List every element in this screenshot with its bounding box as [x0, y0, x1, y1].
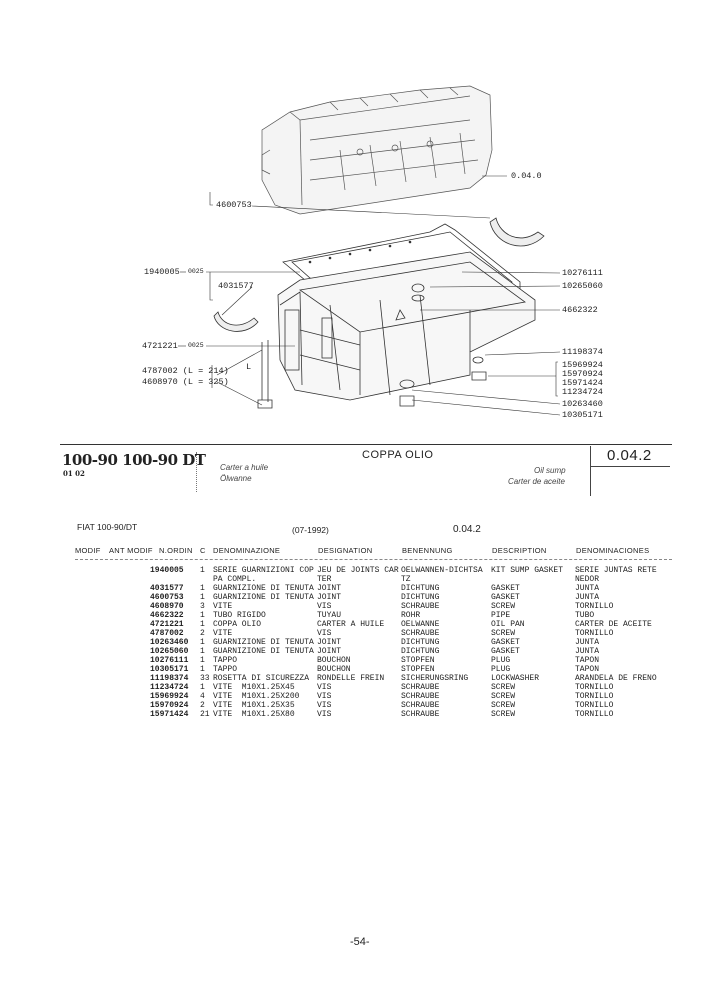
part-name-de: DICHTUNG: [401, 647, 440, 656]
part-number: 11198374: [150, 674, 189, 683]
part-name-en: GASKET: [491, 584, 520, 593]
part-qty: 1: [200, 611, 205, 620]
part-number: 10263460: [150, 638, 189, 647]
part-qty: 1: [200, 566, 205, 575]
part-name-it: VITE M10X1.25X45: [213, 683, 295, 692]
callout-0025-b: 0025: [188, 342, 204, 349]
callout-15971424: 15971424: [562, 378, 603, 388]
part-number: 10265060: [150, 647, 189, 656]
part-number: 4721221: [150, 620, 184, 629]
callout-4031577: 4031577: [218, 281, 254, 291]
group-number: 0.04.2: [453, 524, 481, 535]
part-name-it: GUARNIZIONE DI TENUTA: [213, 647, 314, 656]
callout-15970924: 15970924: [562, 369, 603, 379]
part-name-de: SCHRAUBE: [401, 683, 440, 692]
part-name-en: GASKET: [491, 647, 520, 656]
part-name-en: PLUG: [491, 656, 511, 665]
callout-4787002: 4787002 (L = 214): [142, 366, 229, 376]
part-name-es: TAPON: [575, 656, 600, 665]
part-qty: 2: [200, 701, 205, 710]
part-name-es: JUNTA: [575, 638, 600, 647]
col-c: C: [200, 546, 206, 555]
callout-0025-a: 0025: [188, 268, 204, 275]
part-name-it: COPPA OLIO: [213, 620, 262, 629]
part-name-fr: JOINT: [317, 638, 342, 647]
part-name-es: JUNTA: [575, 647, 600, 656]
part-name-it: VITE M10X1.25X35: [213, 701, 295, 710]
part-name-es: TORNILLO: [575, 710, 614, 719]
part-name-de: STOPFEN: [401, 665, 435, 674]
part-name-es: TORNILLO: [575, 602, 614, 611]
part-number: 4787002: [150, 629, 184, 638]
group-code: 0.04.2: [607, 447, 652, 464]
part-name-es: TORNILLO: [575, 629, 614, 638]
part-name-it: VITE M10X1.25X200: [213, 692, 300, 701]
part-name-es: JUNTA: [575, 593, 600, 602]
part-number: 4600753: [150, 593, 184, 602]
part-number: 15970924: [150, 701, 189, 710]
part-name-en: GASKET: [491, 593, 520, 602]
part-name-fr: VIS: [317, 701, 332, 710]
part-name-de: DICHTUNG: [401, 584, 440, 593]
part-qty: 33: [200, 674, 210, 683]
callout-11234724: 11234724: [562, 387, 603, 397]
part-number: 15969924: [150, 692, 189, 701]
title-spanish: Carter de aceite: [508, 477, 565, 486]
part-name-de: SCHRAUBE: [401, 701, 440, 710]
callout-length-label: L: [246, 362, 252, 372]
part-name-es: JUNTA: [575, 584, 600, 593]
engine-block-drawing: [262, 86, 492, 214]
part-number: 4031577: [150, 584, 184, 593]
col-description: DESCRIPTION: [492, 546, 547, 555]
long-screws-drawing: [258, 340, 272, 408]
part-name-de: SCHRAUBE: [401, 692, 440, 701]
part-qty: 1: [200, 683, 205, 692]
col-modif: MODIF: [75, 546, 101, 555]
part-number: 1940005: [150, 566, 184, 575]
part-name-it: VITE: [213, 629, 233, 638]
part-qty: 1: [200, 584, 205, 593]
part-name-it: GUARNIZIONE DI TENUTA: [213, 593, 314, 602]
front-seal-drawing: [214, 312, 258, 331]
part-qty: 1: [200, 647, 205, 656]
part-qty: 2: [200, 629, 205, 638]
title-german: Ölwanne: [220, 474, 252, 483]
part-name-fr: RONDELLE FREIN: [317, 674, 385, 683]
part-name-it: TUBO RIGIDO: [213, 611, 266, 620]
part-name-de: SCHRAUBE: [401, 710, 440, 719]
part-name-en: SCREW: [491, 701, 516, 710]
part-name-fr: JOINT: [317, 584, 342, 593]
part-name-fr: BOUCHON: [317, 665, 351, 674]
callout-1940005: 1940005: [144, 267, 180, 277]
part-name-en: GASKET: [491, 638, 520, 647]
catalog-date: (07-1992): [292, 525, 329, 535]
part-name-en: SCREW: [491, 710, 516, 719]
col-benennung: BENENNUNG: [402, 546, 453, 555]
callout-4662322: 4662322: [562, 305, 598, 315]
vehicle-label: FIAT 100-90/DT: [77, 522, 138, 532]
part-qty: 1: [200, 620, 205, 629]
part-name-de: OELWANNE: [401, 620, 440, 629]
part-name-en: SCREW: [491, 602, 516, 611]
callout-10305171: 10305171: [562, 410, 603, 420]
callout-10276111: 10276111: [562, 268, 603, 278]
part-name-de: SICHERUNGSRING: [401, 674, 469, 683]
part-number: 15971424: [150, 710, 189, 719]
title-french: Carter a huile: [220, 463, 269, 472]
part-name-fr: TUYAU: [317, 611, 342, 620]
part-name-en: OIL PAN: [491, 620, 525, 629]
part-name-es: TORNILLO: [575, 701, 614, 710]
part-qty: 4: [200, 692, 205, 701]
part-name-it: TAPPO: [213, 656, 238, 665]
header-top-rule: [60, 444, 672, 445]
part-name-de: STOPFEN: [401, 656, 435, 665]
model-name: 100-90 100-90 DT: [62, 451, 206, 469]
part-name-it: GUARNIZIONE DI TENUTA: [213, 638, 314, 647]
part-qty: 1: [200, 593, 205, 602]
part-qty: 21: [200, 710, 210, 719]
part-number: 4662322: [150, 611, 184, 620]
oil-pan-drawing: [278, 252, 535, 400]
part-name-es: TAPON: [575, 665, 600, 674]
part-name-en: PLUG: [491, 665, 511, 674]
callout-0040: 0.04.0: [511, 171, 542, 181]
part-name-en: KIT SUMP GASKET: [491, 566, 564, 575]
col-designation: DESIGNATION: [318, 546, 373, 555]
part-name-es: TORNILLO: [575, 692, 614, 701]
callout-11198374: 11198374: [562, 347, 603, 357]
part-qty: 1: [200, 656, 205, 665]
part-qty: 1: [200, 638, 205, 647]
part-name-fr: VIS: [317, 629, 332, 638]
part-name-it: VITE: [213, 602, 233, 611]
callout-10265060: 10265060: [562, 281, 603, 291]
callout-4608970: 4608970 (L = 325): [142, 377, 229, 387]
part-name-fr: VIS: [317, 683, 332, 692]
col-denominaciones: DENOMINACIONES: [576, 546, 650, 555]
part-name-it: SERIE GUARNIZIONI COP PA COMPL.: [213, 566, 314, 584]
part-number: 4608970: [150, 602, 184, 611]
model-variants: 01 02: [63, 469, 85, 478]
part-name-it: GUARNIZIONE DI TENUTA: [213, 584, 314, 593]
part-name-fr: CARTER A HUILE: [317, 620, 385, 629]
part-name-fr: JEU DE JOINTS CAR TER: [317, 566, 399, 584]
page-number: -54-: [350, 936, 370, 948]
part-qty: 3: [200, 602, 205, 611]
part-number: 10276111: [150, 656, 189, 665]
part-name-en: SCREW: [491, 683, 516, 692]
part-name-en: PIPE: [491, 611, 511, 620]
column-header-rule: [75, 559, 672, 560]
part-name-it: TAPPO: [213, 665, 238, 674]
part-name-fr: JOINT: [317, 593, 342, 602]
part-name-es: SERIE JUNTAS RETE NEDOR: [575, 566, 657, 584]
callout-10263460: 10263460: [562, 399, 603, 409]
part-name-en: SCREW: [491, 629, 516, 638]
rear-seal-drawing: [490, 218, 544, 246]
part-name-fr: VIS: [317, 710, 332, 719]
part-name-de: SCHRAUBE: [401, 629, 440, 638]
part-name-es: TORNILLO: [575, 683, 614, 692]
part-name-de: DICHTUNG: [401, 638, 440, 647]
col-n-ordin: N.ORDIN: [159, 546, 193, 555]
part-qty: 1: [200, 665, 205, 674]
part-name-es: CARTER DE ACEITE: [575, 620, 652, 629]
title-english: Oil sump: [534, 466, 566, 475]
part-name-es: ARANDELA DE FRENO: [575, 674, 657, 683]
part-name-fr: VIS: [317, 692, 332, 701]
part-name-fr: JOINT: [317, 647, 342, 656]
header-divider-right: [590, 446, 591, 496]
part-name-de: DICHTUNG: [401, 593, 440, 602]
part-name-it: ROSETTA DI SICUREZZA: [213, 674, 310, 683]
part-number: 10305171: [150, 665, 189, 674]
col-ant-modif: ANT MODIF: [109, 546, 153, 555]
callout-4600753: 4600753: [216, 200, 252, 210]
callout-4721221: 4721221: [142, 341, 178, 351]
part-name-de: SCHRAUBE: [401, 602, 440, 611]
part-name-en: SCREW: [491, 692, 516, 701]
part-name-en: LOCKWASHER: [491, 674, 540, 683]
col-denominazione: DENOMINAZIONE: [213, 546, 281, 555]
page-title: COPPA OLIO: [362, 449, 434, 461]
part-name-de: ROHR: [401, 611, 421, 620]
part-number: 11234724: [150, 683, 189, 692]
part-name-es: TUBO: [575, 611, 595, 620]
header-code-underline: [590, 466, 670, 467]
part-name-fr: VIS: [317, 602, 332, 611]
part-name-fr: BOUCHON: [317, 656, 351, 665]
callout-15969924: 15969924: [562, 360, 603, 370]
part-name-it: VITE M10X1.25X80: [213, 710, 295, 719]
part-name-de: OELWANNEN-DICHTSA TZ: [401, 566, 483, 584]
